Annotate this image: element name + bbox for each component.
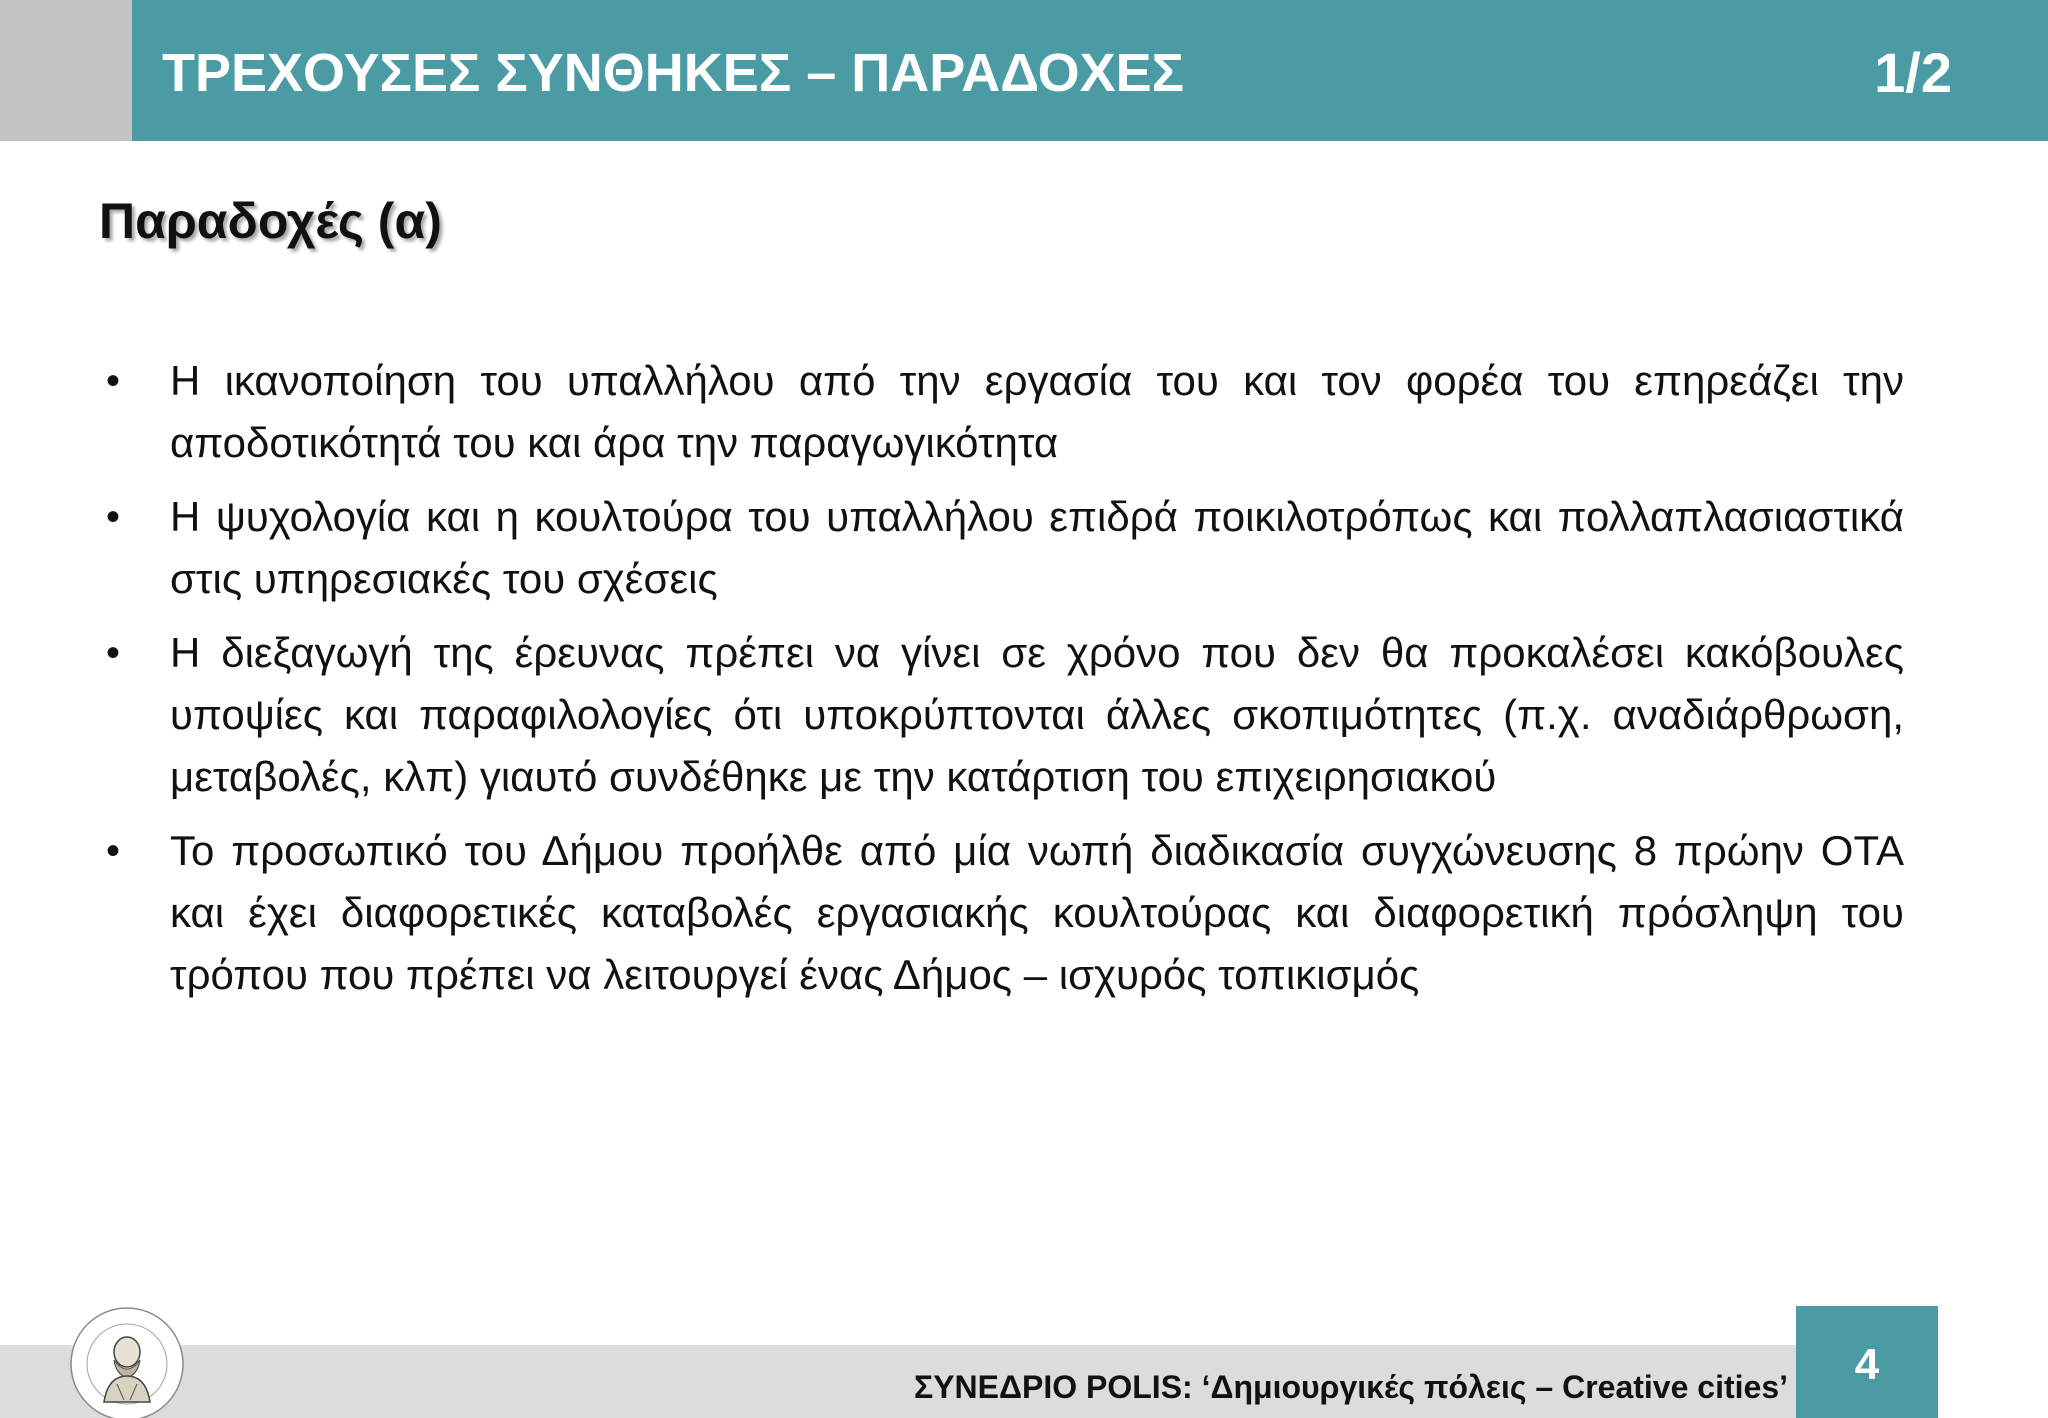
association-seal-logo-icon [62,1304,192,1418]
bullet-item [98,350,1904,474]
bullet-item [98,622,1904,808]
bullet-text: Η διεξαγωγή της έρευνας πρέπει να γίνει σε χρόνο που δεν θα προκαλέσει κακόβουλες υποψίες και παραφιλολογίες ότι υποκρύπτονται άλλες σκοπιμότητες (π.χ. αναδιάρθρωση, μεταβολές, κλπ) γιαυτό συνδέθηκε με την κατάρτιση του επιχειρησιακού [170,629,1904,800]
footer-conference-title: ΣΥΝΕΔΡΙΟ POLIS: ‘Δημιουργικές πόλεις – Creative cities’ [914,1369,1788,1405]
slide-counter: 1/2 [1874,41,1952,104]
bullet-marker: • [105,631,120,675]
bullet-marker: • [105,829,120,873]
bullet-marker: • [105,495,120,539]
header-left-strip [0,0,132,141]
bullet-text: Η ικανοποίηση του υπαλλήλου από την εργασία του και τον φορέα του επηρεάζει την αποδοτικότητά του και άρα την παραγωγικότητα [170,357,1904,466]
bullet-item [98,486,1904,610]
bullet-text: Η ψυχολογία και η κουλτούρα του υπαλλήλου επιδρά ποικιλοτρόπως και πολλαπλασιαστικά στις υπηρεσιακές του σχέσεις [170,493,1904,602]
bullet-marker: • [105,359,120,403]
bullet-text: Το προσωπικό του Δήμου προήλθε από μία νωπή διαδικασία συγχώνευσης 8 πρώην ΟΤΑ και έχει διαφορετικές καταβολές εργασιακής κουλτούρας και διαφορετική πρόσληψη του τρόπου που πρέπει να λειτουργεί ένας Δήμος – ισχυρός τοπικισμός [170,827,1904,998]
section-subtitle: Παραδοχές (α) [99,193,442,249]
page-number: 4 [1854,1340,1880,1389]
bullet-list [98,350,1904,1018]
slide-title: ΤΡΕΧΟΥΣΕΣ ΣΥΝΘΗΚΕΣ – ΠΑΡΑΔΟΧΕΣ [162,43,1185,103]
bullet-item [98,820,1904,1006]
